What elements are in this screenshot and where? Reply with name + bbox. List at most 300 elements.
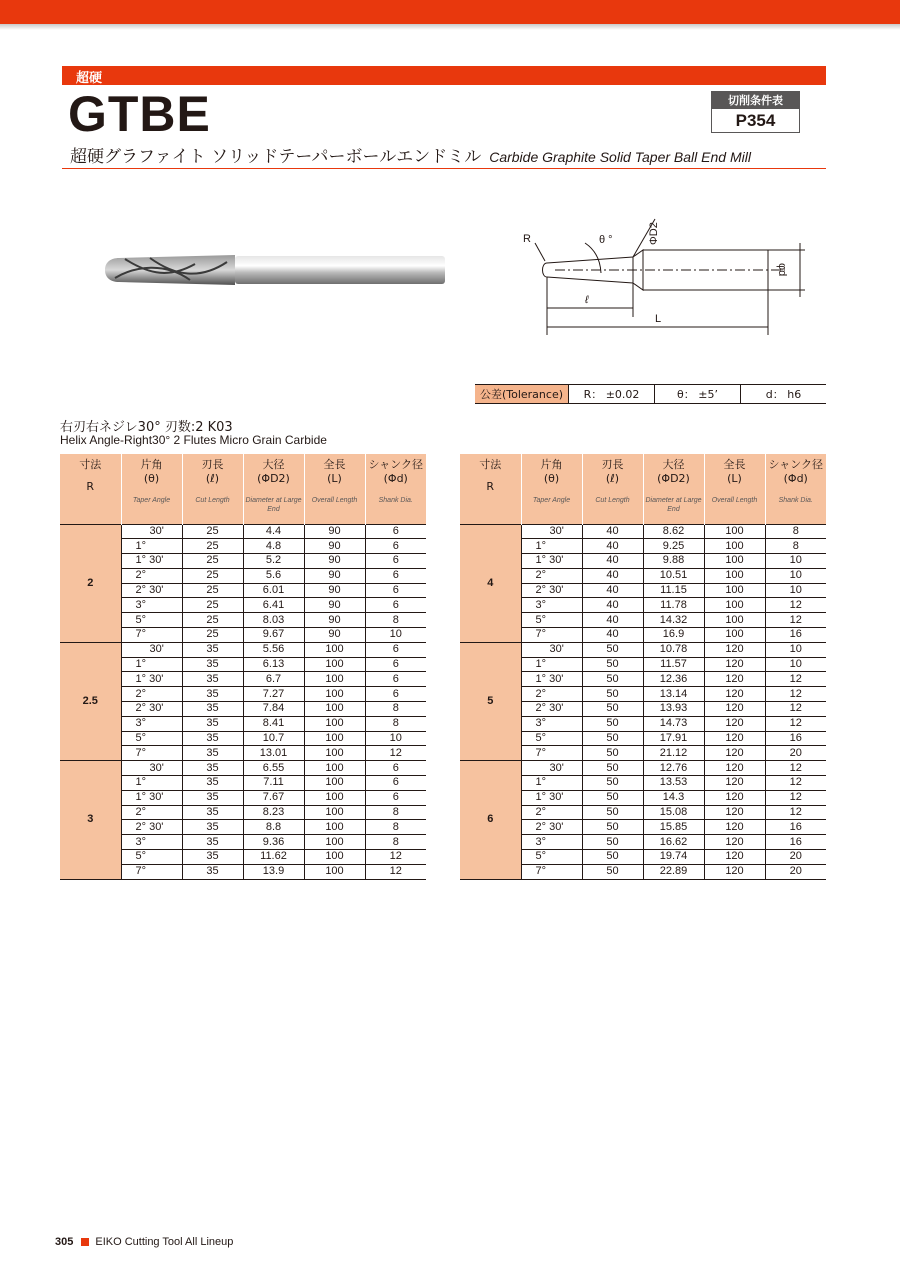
- shank-dia-cell: 8: [365, 702, 426, 717]
- taper-angle-cell: 1°: [121, 776, 182, 791]
- shank-dia-cell: 8: [365, 613, 426, 628]
- taper-angle-cell: 3°: [521, 716, 582, 731]
- product-title-en: Carbide Graphite Solid Taper Ball End Mill: [489, 149, 751, 165]
- diameter-cell: 9.67: [243, 628, 304, 643]
- overall-length-cell: 120: [704, 850, 765, 865]
- shank-dia-cell: 12: [765, 613, 826, 628]
- overall-length-cell: 100: [304, 716, 365, 731]
- column-header: [643, 454, 704, 524]
- diameter-cell: 8.03: [243, 613, 304, 628]
- spec-en: Helix Angle-Right30° 2 Flutes Micro Grain Carbide: [60, 433, 327, 447]
- radius-cell: 3: [60, 761, 121, 879]
- column-header-en: Overall Length: [711, 497, 758, 504]
- cut-length-cell: 40: [582, 628, 643, 643]
- shank-dia-cell: 8: [765, 539, 826, 554]
- radius-cell: 4: [460, 524, 521, 642]
- shank-dia-cell: 20: [765, 864, 826, 879]
- column-header-symbol: (L): [727, 472, 742, 485]
- cut-length-cell: 25: [182, 613, 243, 628]
- diameter-cell: 7.27: [243, 687, 304, 702]
- cut-length-cell: 35: [182, 761, 243, 776]
- shank-dia-cell: 8: [365, 716, 426, 731]
- taper-angle-cell: 2°: [121, 805, 182, 820]
- shank-dia-cell: 12: [365, 864, 426, 879]
- overall-length-cell: 100: [704, 554, 765, 569]
- diameter-cell: 13.01: [243, 746, 304, 761]
- radius-cell: 2: [60, 524, 121, 642]
- diameter-cell: 5.2: [243, 554, 304, 569]
- diameter-cell: 9.88: [643, 554, 704, 569]
- taper-angle-cell: 1° 30': [121, 790, 182, 805]
- diameter-cell: 11.78: [643, 598, 704, 613]
- column-header-en: Taper Angle: [532, 497, 571, 504]
- column-header: [582, 454, 643, 524]
- product-title-jp: 超硬グラファイト ソリッドテーパーボールエンドミル: [70, 147, 482, 167]
- taper-angle-cell: 30': [521, 642, 582, 657]
- diameter-cell: 16.62: [643, 835, 704, 850]
- diameter-cell: 15.85: [643, 820, 704, 835]
- cut-length-cell: 50: [582, 746, 643, 761]
- diameter-cell: 21.12: [643, 746, 704, 761]
- column-header-jp: 刃長: [201, 458, 224, 471]
- diameter-cell: 9.25: [643, 539, 704, 554]
- taper-angle-cell: 2° 30': [121, 820, 182, 835]
- taper-angle-cell: 30': [521, 761, 582, 776]
- taper-angle-cell: 1° 30': [521, 554, 582, 569]
- overall-length-cell: 90: [304, 554, 365, 569]
- cut-length-cell: 50: [582, 776, 643, 791]
- diameter-cell: 15.08: [643, 805, 704, 820]
- taper-angle-cell: 2° 30': [521, 820, 582, 835]
- column-header-jp: 寸法: [79, 458, 102, 471]
- column-header-jp: 大径: [662, 458, 685, 471]
- diameter-cell: 10.78: [643, 642, 704, 657]
- shank-dia-cell: 16: [765, 731, 826, 746]
- cut-length-cell: 40: [582, 598, 643, 613]
- overall-length-cell: 120: [704, 776, 765, 791]
- cut-length-cell: 35: [182, 835, 243, 850]
- tolerance-d: d： h6: [740, 385, 826, 403]
- cut-length-cell: 35: [182, 716, 243, 731]
- shank-dia-cell: 6: [365, 583, 426, 598]
- taper-angle-cell: 1°: [521, 776, 582, 791]
- cut-length-cell: 25: [182, 568, 243, 583]
- cut-length-cell: 35: [182, 776, 243, 791]
- column-header-symbol: (Φd): [383, 472, 408, 485]
- taper-angle-cell: 3°: [521, 835, 582, 850]
- cut-length-cell: 25: [182, 554, 243, 569]
- taper-angle-cell: 1° 30': [521, 790, 582, 805]
- overall-length-cell: 100: [304, 672, 365, 687]
- taper-angle-cell: 30': [521, 524, 582, 539]
- shank-dia-cell: 6: [365, 790, 426, 805]
- diameter-cell: 13.14: [643, 687, 704, 702]
- column-header-symbol: (θ): [143, 472, 160, 485]
- column-header: [60, 454, 121, 524]
- shank-dia-cell: 12: [765, 598, 826, 613]
- overall-length-cell: 100: [304, 746, 365, 761]
- taper-angle-cell: 7°: [521, 746, 582, 761]
- diameter-cell: 11.15: [643, 583, 704, 598]
- taper-angle-cell: 3°: [121, 835, 182, 850]
- tolerance-label: 公差(Tolerance): [475, 385, 568, 403]
- diameter-cell: 14.3: [643, 790, 704, 805]
- label-overall: L: [655, 313, 662, 325]
- diameter-cell: 6.13: [243, 657, 304, 672]
- category-bar: [62, 66, 826, 85]
- shank-dia-cell: 16: [765, 820, 826, 835]
- overall-length-cell: 100: [304, 790, 365, 805]
- overall-length-cell: 100: [704, 524, 765, 539]
- overall-length-cell: 90: [304, 539, 365, 554]
- tool-drawing: [515, 205, 815, 340]
- cut-length-cell: 25: [182, 628, 243, 643]
- cut-length-cell: 40: [582, 568, 643, 583]
- cut-length-cell: 50: [582, 820, 643, 835]
- diameter-cell: 4.8: [243, 539, 304, 554]
- taper-angle-cell: 30': [121, 761, 182, 776]
- shank-dia-cell: 6: [365, 554, 426, 569]
- overall-length-cell: 90: [304, 598, 365, 613]
- diameter-cell: 17.91: [643, 731, 704, 746]
- table-row: [460, 642, 826, 657]
- column-header-en: Cut Length: [595, 497, 630, 504]
- overall-length-cell: 100: [304, 657, 365, 672]
- column-header: [304, 454, 365, 524]
- taper-angle-cell: 3°: [121, 598, 182, 613]
- title-underline: [62, 168, 826, 169]
- diameter-cell: 7.67: [243, 790, 304, 805]
- diameter-cell: 10.7: [243, 731, 304, 746]
- shank-dia-cell: 10: [365, 731, 426, 746]
- shank-shape: [235, 256, 445, 284]
- taper-angle-cell: 30': [121, 642, 182, 657]
- taper-angle-cell: 5°: [521, 850, 582, 865]
- diameter-cell: 8.8: [243, 820, 304, 835]
- cut-length-cell: 50: [582, 850, 643, 865]
- cut-length-cell: 25: [182, 539, 243, 554]
- table-row: [460, 524, 826, 539]
- tolerance-theta: θ： ±5’: [654, 385, 740, 403]
- diameter-cell: 13.93: [643, 702, 704, 717]
- label-shank: φd: [776, 263, 788, 277]
- cut-length-cell: 35: [182, 864, 243, 879]
- label-theta: θ °: [599, 234, 613, 246]
- angle-arc: [585, 243, 601, 273]
- column-header-jp: シャンク径: [768, 458, 824, 471]
- cut-length-cell: 50: [582, 687, 643, 702]
- cut-length-cell: 25: [182, 583, 243, 598]
- diameter-cell: 22.89: [643, 864, 704, 879]
- taper-angle-cell: 1° 30': [121, 554, 182, 569]
- diameter-cell: 13.53: [643, 776, 704, 791]
- taper-angle-cell: 7°: [121, 864, 182, 879]
- radius-cell: 6: [460, 761, 521, 879]
- category-label: 超硬: [76, 71, 103, 86]
- cut-length-cell: 40: [582, 613, 643, 628]
- column-header-en: Cut Length: [195, 497, 230, 504]
- overall-length-cell: 100: [304, 761, 365, 776]
- model-name: GTBE: [68, 86, 211, 142]
- size-table-right: [460, 454, 826, 880]
- column-header-jp: 片角: [540, 458, 563, 471]
- column-header-jp: 寸法: [479, 458, 502, 471]
- radius-cell: 2.5: [60, 642, 121, 760]
- shank-dia-cell: 6: [365, 761, 426, 776]
- overall-length-cell: 100: [304, 835, 365, 850]
- shank-dia-cell: 6: [365, 539, 426, 554]
- shank-dia-cell: 6: [365, 568, 426, 583]
- taper-angle-cell: 7°: [521, 628, 582, 643]
- cut-length-cell: 40: [582, 539, 643, 554]
- taper-angle-cell: 3°: [121, 716, 182, 731]
- taper-angle-cell: 5°: [521, 731, 582, 746]
- shank-dia-cell: 12: [765, 672, 826, 687]
- column-header-en: Taper Angle: [132, 497, 171, 504]
- shank-dia-cell: 12: [765, 790, 826, 805]
- overall-length-cell: 90: [304, 628, 365, 643]
- shank-dia-cell: 6: [365, 642, 426, 657]
- column-header: [765, 454, 826, 524]
- taper-angle-cell: 2°: [521, 568, 582, 583]
- overall-length-cell: 100: [704, 568, 765, 583]
- diameter-cell: 5.6: [243, 568, 304, 583]
- taper-angle-cell: 30': [121, 524, 182, 539]
- cut-length-cell: 50: [582, 790, 643, 805]
- column-header-en: Overall Length: [311, 497, 358, 504]
- cut-length-cell: 50: [582, 657, 643, 672]
- overall-length-cell: 120: [704, 820, 765, 835]
- column-header-jp: 全長: [723, 458, 746, 471]
- column-header-jp: 刃長: [601, 458, 624, 471]
- overall-length-cell: 100: [304, 805, 365, 820]
- shank-dia-cell: 10: [765, 554, 826, 569]
- tool-photo: [95, 240, 445, 300]
- column-header-jp: シャンク径: [368, 458, 424, 471]
- label-r: R: [523, 233, 531, 245]
- taper-angle-cell: 1° 30': [121, 672, 182, 687]
- cut-length-cell: 50: [582, 716, 643, 731]
- diameter-cell: 6.55: [243, 761, 304, 776]
- overall-length-cell: 120: [704, 835, 765, 850]
- shank-dia-cell: 6: [365, 672, 426, 687]
- column-header-symbol: (ΦD2): [657, 472, 690, 485]
- column-header-en: Shank Dia.: [378, 497, 413, 504]
- column-header: [460, 454, 521, 524]
- cut-length-cell: 50: [582, 731, 643, 746]
- page-number: 305: [55, 1236, 74, 1248]
- cut-length-cell: 35: [182, 820, 243, 835]
- shank-dia-cell: 12: [765, 761, 826, 776]
- column-header-en: Shank Dia.: [778, 497, 813, 504]
- shank-dia-cell: 8: [365, 820, 426, 835]
- taper-angle-cell: 2°: [121, 568, 182, 583]
- shank-dia-cell: 6: [365, 657, 426, 672]
- column-header-symbol: R: [86, 480, 95, 493]
- diameter-cell: 11.57: [643, 657, 704, 672]
- taper-angle-cell: 1°: [121, 657, 182, 672]
- table-row: [460, 761, 826, 776]
- taper-angle-cell: 2°: [121, 687, 182, 702]
- column-header-en: Diameter at Large End: [245, 497, 302, 513]
- overall-length-cell: 120: [704, 731, 765, 746]
- shank-dia-cell: 8: [365, 805, 426, 820]
- taper-angle-cell: 2° 30': [121, 583, 182, 598]
- column-header-en: Diameter at Large End: [645, 497, 702, 513]
- cut-length-cell: 50: [582, 761, 643, 776]
- diameter-cell: 4.4: [243, 524, 304, 539]
- top-accent-bar: [0, 0, 900, 24]
- overall-length-cell: 100: [704, 539, 765, 554]
- taper-angle-cell: 1°: [521, 657, 582, 672]
- diameter-cell: 6.7: [243, 672, 304, 687]
- shank-dia-cell: 6: [365, 776, 426, 791]
- column-header-jp: 大径: [262, 458, 285, 471]
- shank-dia-cell: 16: [765, 628, 826, 643]
- overall-length-cell: 120: [704, 864, 765, 879]
- column-header-jp: 全長: [323, 458, 346, 471]
- overall-length-cell: 90: [304, 524, 365, 539]
- cut-length-cell: 35: [182, 790, 243, 805]
- cut-length-cell: 50: [582, 672, 643, 687]
- shank-dia-cell: 10: [765, 568, 826, 583]
- overall-length-cell: 90: [304, 613, 365, 628]
- reference-label: 切削条件表: [712, 92, 799, 109]
- diameter-cell: 5.56: [243, 642, 304, 657]
- shank-dia-cell: 20: [765, 850, 826, 865]
- footer: [55, 1236, 233, 1248]
- shank-dia-cell: 10: [365, 628, 426, 643]
- diameter-cell: 6.41: [243, 598, 304, 613]
- cut-length-cell: 50: [582, 835, 643, 850]
- tolerance-r: R： ±0.02: [568, 385, 654, 403]
- shank-dia-cell: 12: [765, 805, 826, 820]
- diameter-cell: 8.23: [243, 805, 304, 820]
- column-header: [704, 454, 765, 524]
- diameter-cell: 14.73: [643, 716, 704, 731]
- overall-length-cell: 120: [704, 746, 765, 761]
- cutting-condition-reference: [711, 91, 800, 133]
- overall-length-cell: 100: [304, 864, 365, 879]
- diameter-cell: 13.9: [243, 864, 304, 879]
- diameter-cell: 10.51: [643, 568, 704, 583]
- column-header: [243, 454, 304, 524]
- cut-length-cell: 40: [582, 524, 643, 539]
- radius-leader: [535, 243, 545, 261]
- shank-dia-cell: 12: [765, 687, 826, 702]
- cut-length-cell: 25: [182, 524, 243, 539]
- taper-angle-cell: 2° 30': [121, 702, 182, 717]
- overall-length-cell: 100: [304, 687, 365, 702]
- overall-length-cell: 120: [704, 642, 765, 657]
- overall-length-cell: 120: [704, 790, 765, 805]
- cut-length-cell: 35: [182, 642, 243, 657]
- taper-angle-cell: 5°: [121, 731, 182, 746]
- column-header-symbol: (θ): [543, 472, 560, 485]
- cut-length-cell: 50: [582, 642, 643, 657]
- cut-length-cell: 35: [182, 657, 243, 672]
- footer-marker: [81, 1238, 89, 1246]
- shank-dia-cell: 6: [365, 524, 426, 539]
- diameter-cell: 7.11: [243, 776, 304, 791]
- cut-length-cell: 35: [182, 687, 243, 702]
- shank-dia-cell: 10: [765, 583, 826, 598]
- cut-length-cell: 50: [582, 864, 643, 879]
- taper-angle-cell: 3°: [521, 598, 582, 613]
- shank-dia-cell: 12: [765, 716, 826, 731]
- overall-length-cell: 90: [304, 583, 365, 598]
- column-header-symbol: R: [486, 480, 495, 493]
- cut-length-cell: 35: [182, 731, 243, 746]
- taper-angle-cell: 2° 30': [521, 702, 582, 717]
- taper-angle-cell: 1° 30': [521, 672, 582, 687]
- taper-angle-cell: 7°: [121, 628, 182, 643]
- column-header-symbol: (ℓ): [205, 472, 220, 485]
- shank-dia-cell: 12: [365, 746, 426, 761]
- product-title: [70, 142, 751, 167]
- diameter-cell: 19.74: [643, 850, 704, 865]
- cut-length-cell: 35: [182, 672, 243, 687]
- radius-cell: 5: [460, 642, 521, 760]
- diameter-cell: 11.62: [243, 850, 304, 865]
- column-header: [121, 454, 182, 524]
- overall-length-cell: 100: [704, 583, 765, 598]
- taper-angle-cell: 5°: [121, 850, 182, 865]
- overall-length-cell: 100: [304, 850, 365, 865]
- overall-length-cell: 100: [304, 820, 365, 835]
- overall-length-cell: 100: [704, 598, 765, 613]
- diameter-cell: 12.36: [643, 672, 704, 687]
- column-header: [365, 454, 426, 524]
- taper-angle-cell: 1°: [521, 539, 582, 554]
- footer-text: EIKO Cutting Tool All Lineup: [95, 1236, 234, 1248]
- cut-length-cell: 35: [182, 702, 243, 717]
- shank-dia-cell: 20: [765, 746, 826, 761]
- cut-length-cell: 50: [582, 702, 643, 717]
- column-header-symbol: (ΦD2): [257, 472, 290, 485]
- taper-angle-cell: 5°: [521, 613, 582, 628]
- overall-length-cell: 120: [704, 805, 765, 820]
- diameter-cell: 16.9: [643, 628, 704, 643]
- diameter-cell: 12.76: [643, 761, 704, 776]
- overall-length-cell: 100: [304, 642, 365, 657]
- shank-dia-cell: 12: [365, 850, 426, 865]
- overall-length-cell: 120: [704, 687, 765, 702]
- tolerance-bar: [475, 384, 826, 404]
- taper-angle-cell: 2°: [521, 805, 582, 820]
- diameter-cell: 8.41: [243, 716, 304, 731]
- spec-jp: 右刃右ネジレ30° 刃数:2 K03: [60, 420, 233, 435]
- shank-dia-cell: 12: [765, 776, 826, 791]
- table-row: [60, 524, 426, 539]
- overall-length-cell: 120: [704, 761, 765, 776]
- overall-length-cell: 120: [704, 657, 765, 672]
- shank-dia-cell: 6: [365, 687, 426, 702]
- label-d2: ΦD2: [648, 222, 660, 245]
- column-header-symbol: (Φd): [783, 472, 808, 485]
- diameter-cell: 7.84: [243, 702, 304, 717]
- overall-length-cell: 100: [704, 613, 765, 628]
- column-header: [182, 454, 243, 524]
- taper-angle-cell: 2°: [521, 687, 582, 702]
- diameter-cell: 6.01: [243, 583, 304, 598]
- top-shadow: [0, 24, 900, 30]
- size-table-left: [60, 454, 426, 880]
- taper-angle-cell: 7°: [121, 746, 182, 761]
- column-header: [521, 454, 582, 524]
- overall-length-cell: 100: [704, 628, 765, 643]
- shank-dia-cell: 10: [765, 657, 826, 672]
